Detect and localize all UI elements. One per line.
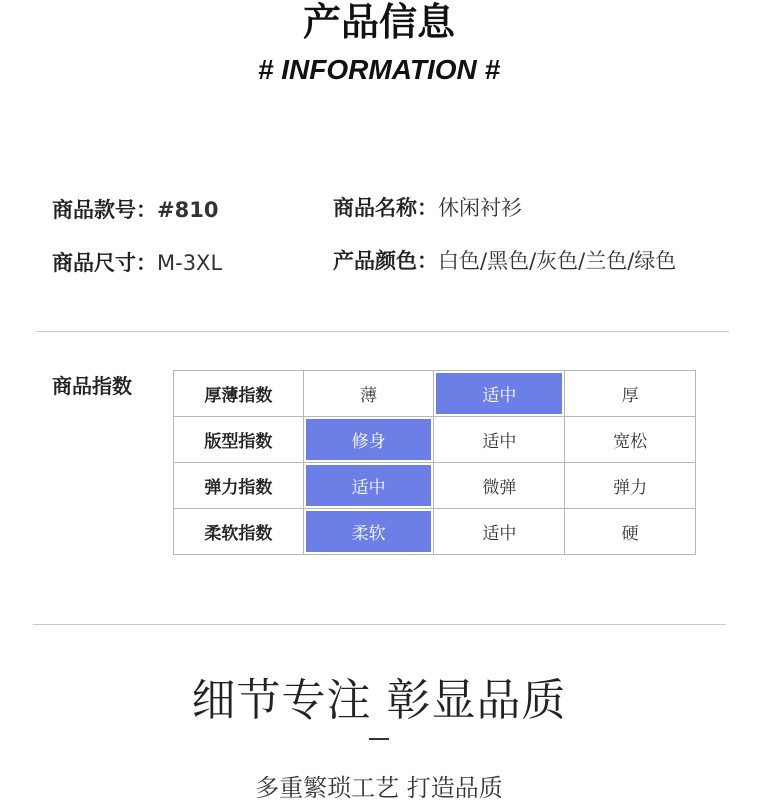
index-option: 薄: [303, 371, 434, 417]
index-row-name: 弹力指数: [174, 463, 304, 509]
page-subtitle: # INFORMATION #: [257, 54, 501, 85]
index-label: 商品指数: [52, 374, 132, 398]
index-row-name: 厚薄指数: [174, 371, 304, 417]
info-model: [52, 196, 218, 224]
info-size: [52, 249, 222, 277]
model-label: 商品款号：: [52, 198, 157, 222]
index-table: [173, 370, 696, 555]
index-option-selected: 柔软: [303, 509, 434, 555]
info-color: [333, 247, 676, 275]
index-option-selected: 修身: [303, 417, 434, 463]
index-option-selected: 适中: [303, 463, 434, 509]
divider-top: [36, 331, 729, 332]
index-row-name: 柔软指数: [174, 509, 304, 555]
index-row-name: 版型指数: [174, 417, 304, 463]
detail-subtitle: 多重繁琐工艺 打造品质: [255, 774, 503, 802]
index-option-selected: 适中: [434, 371, 565, 417]
model-value: #810: [157, 198, 219, 222]
index-option: 弹力: [565, 463, 696, 509]
color-value: 白色/黑色/灰色/兰色/绿色: [438, 249, 677, 273]
name-label: 商品名称：: [333, 196, 438, 220]
index-option: 宽松: [565, 417, 696, 463]
index-row: [174, 371, 696, 417]
index-row: [174, 417, 696, 463]
info-name: [333, 194, 522, 222]
size-label: 商品尺寸：: [52, 251, 157, 275]
name-value: 休闲衬衫: [438, 196, 522, 220]
index-option: 适中: [434, 509, 565, 555]
index-option: 适中: [434, 417, 565, 463]
index-row: [174, 463, 696, 509]
index-option: 微弹: [434, 463, 565, 509]
divider-bottom: [33, 624, 726, 625]
slogan-dash: [369, 738, 389, 740]
index-option: 厚: [565, 371, 696, 417]
size-value: M-3XL: [157, 251, 223, 275]
index-option: 硬: [565, 509, 696, 555]
page-title: 产品信息: [302, 0, 455, 44]
index-row: [174, 509, 696, 555]
detail-slogan: 细节专注 彰显品质: [191, 675, 567, 726]
color-label: 产品颜色：: [333, 249, 438, 273]
